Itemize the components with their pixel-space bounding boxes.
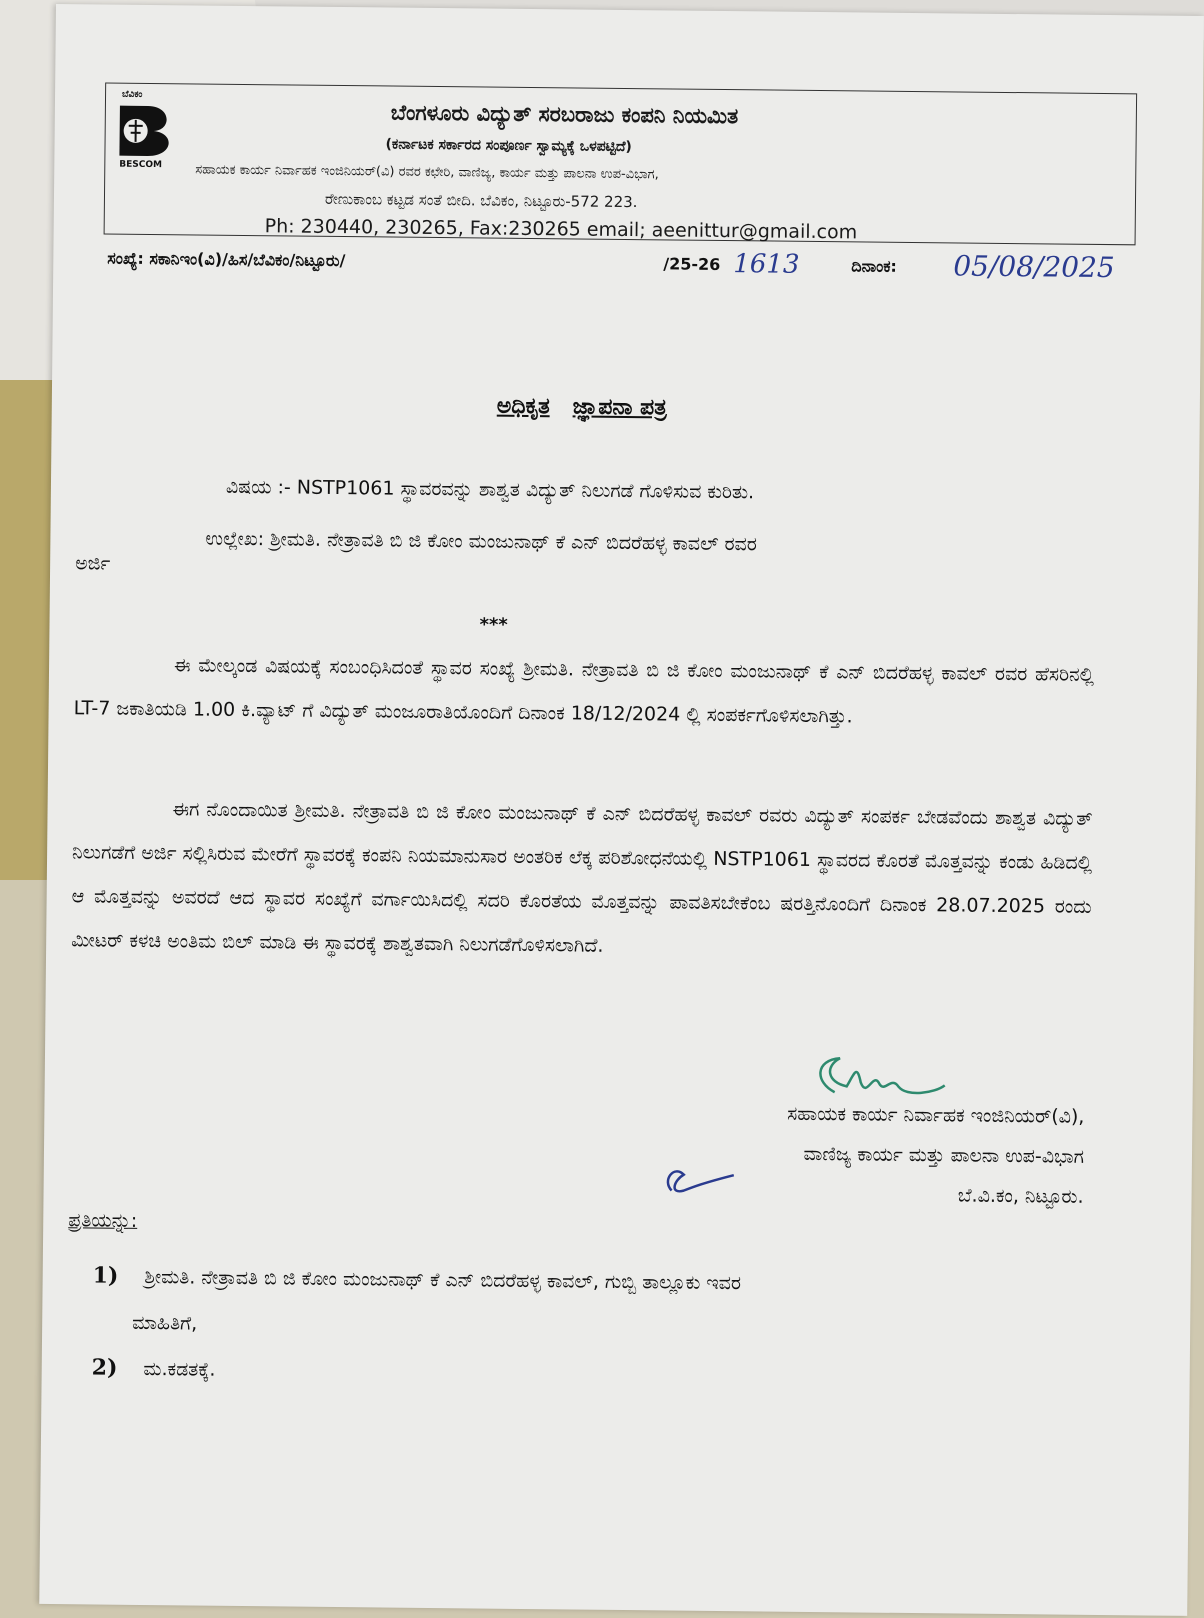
date-label: ದಿನಾಂಕ: xyxy=(851,256,897,276)
signature-designation: ಸಹಾಯಕ ಕಾರ್ಯ ನಿರ್ವಾಹಕ ಇಂಜಿನಿಯರ್(ವಿ), xyxy=(634,1092,1084,1137)
company-name: ಬೆಂಗಳೂರು ವಿದ್ಯುತ್ ಸರಬರಾಜು ಕಂಪನಿ ನಿಯಮಿತ xyxy=(106,98,1204,137)
copy-item xyxy=(92,1252,1053,1355)
copy-number: 2) xyxy=(92,1354,118,1380)
letterhead xyxy=(104,83,1138,246)
copy-item xyxy=(91,1344,1051,1401)
logo-wordmark: BESCOM xyxy=(119,160,193,171)
handwritten-date: 05/08/2025 xyxy=(953,249,1115,284)
copy-number: 1) xyxy=(93,1262,119,1288)
reference-row xyxy=(103,245,1143,296)
separator: *** xyxy=(479,614,507,635)
ownership-note: (ಕರ್ನಾಟಕ ಸರ್ಕಾರದ ಸಂಪೂರ್ಣ ಸ್ವಾಮ್ಯಕ್ಕೆ ಒಳಪಟ್ಟಿದೆ) xyxy=(105,134,1204,164)
contact-info: Ph: 230440, 230265, Fax:230265 email; aeenittur@gmail.com xyxy=(105,214,1204,248)
initials-scrawl xyxy=(654,1160,744,1201)
copy-text: ಶ್ರೀಮತಿ. ನೇತ್ರಾವತಿ ಬಿ ಜಿ ಕೋಂ ಮಂಜುನಾಥ್ ಕೆ ಎನ್ ಬಿದರೆಹಳ್ಳ ಕಾವಲ್, ಗುಬ್ಬಿ ತಾಲ್ಲೂಕು ಇವರ xyxy=(144,1266,741,1294)
reference-number: ಸಂಖ್ಯೆ: ಸಕಾನಿಇಂ(ವಿ)/ಹಿಸ/ಬೆವಿಕಂ/ನಿಟ್ಟೂರು/ xyxy=(107,249,345,271)
paragraph-1: ಈ ಮೇಲ್ಕಂಡ ವಿಷಯಕ್ಕೆ ಸಂಬಂಧಿಸಿದಂತೆ ಸ್ಥಾವರ ಸಂಖ್ಯೆ ಶ್ರೀಮತಿ. ನೇತ್ರಾವತಿ ಬಿ ಜಿ ಕೋಂ ಮಂಜುನಾಥ್ ಕೆ ಎನ್ ಬಿದರೆಹಳ್ಳ ಕಾವಲ್ ರವರ ಹೆಸರಿನಲ್ಲಿ LT-7 ಜಕಾತಿಯಡಿ 1.00 ಕಿ.ವ್ಯಾಟ್ ಗೆ ವಿದ್ಯುತ್ ಮಂಜೂರಾತಿಯೊಂದಿಗೆ ದಿನಾಂಕ 18/12/2024 ಲ್ಲಿ ಸಂಪರ್ಕಗೊಳಿಸಲಾಗಿತ್ತು. xyxy=(73,642,1094,741)
reference-line: ಉಲ್ಲೇಖ: ಶ್ರೀಮತಿ. ನೇತ್ರಾವತಿ ಬಿ ಜಿ ಕೋಂ ಮಂಜುನಾಥ್ ಕೆ ಎನ್ ಬಿದರೆಹಳ್ಳ ಕಾವಲ್ ರವರ xyxy=(205,528,757,556)
paragraph-2: ಈಗ ನೊಂದಾಯಿತ ಶ್ರೀಮತಿ. ನೇತ್ರಾವತಿ ಬಿ ಜಿ ಕೋಂ ಮಂಜುನಾಥ್ ಕೆ ಎನ್ ಬಿದರೆಹಳ್ಳ ಕಾವಲ್ ರವರು ವಿದ್ಯುತ್ ಸಂಪರ್ಕ ಬೇಡವೆಂದು ಶಾಶ್ವತ ವಿದ್ಯುತ್ ನಿಲುಗಡೆಗೆ ಅರ್ಜಿ ಸಲ್ಲಿಸಿರುವ ಮೇರೆಗೆ ಸ್ಥಾವರಕ್ಕೆ ಕಂಪನಿ ನಿಯಮಾನುಸಾರ ಅಂತರಿಕ ಲೆಕ್ಕ ಪರಿಶೋಧನೆಯಲ್ಲಿ NSTP1061 ಸ್ಥಾವರದ ಕೊರತೆ ಮೊತ್ತವನ್ನು ಕಂಡು ಹಿಡಿದಲ್ಲಿ ಆ ಮೊತ್ತವನ್ನು ಅವರದೆ ಆದ ಸ್ಥಾವರ ಸಂಖ್ಯೆಗೆ ವರ್ಗಾಯಿಸಿದಲ್ಲಿ ಸದರಿ ಕೊರತೆಯ ಮೊತ್ತವನ್ನು ಪಾವತಿಸಬೇಕೆಂಬ ಷರತ್ತಿನೊಂದಿಗೆ ದಿನಾಂಕ 28.07.2025 ರಂದು ಮೀಟರ್ ಕಳಚಿ ಅಂತಿಮ ಬಿಲ್ ಮಾಡಿ ಈ ಸ್ಥಾವರಕ್ಕೆ ಶಾಶ್ವತವಾಗಿ ನಿಲುಗಡೆಗೊಳಿಸಲಾಗಿದೆ. xyxy=(71,786,1093,973)
signature-office: ಬೆ.ವಿ.ಕಂ, ನಿಟ್ಟೂರು. xyxy=(633,1172,1083,1217)
reference-year: /25-26 xyxy=(663,254,720,274)
reference-line-continued: ಅರ್ಜಿ xyxy=(75,552,110,574)
copy-text-continued: ಮಾಹಿತಿಗೆ, xyxy=(92,1299,1052,1355)
document-title xyxy=(52,389,1112,425)
title-word-1: ಅಧಿಕೃತ xyxy=(497,394,550,420)
copy-text: ಮ.ಕಡತಕ್ಕೆ. xyxy=(143,1358,215,1381)
copies-heading: ಪ್ರತಿಯನ್ನು: xyxy=(68,1209,137,1232)
subject-line: ವಿಷಯ :- NSTP1061 ಸ್ಥಾವರವನ್ನು ಶಾಶ್ವತ ವಿದ್ಯುತ್ ನಿಲುಗಡೆ ಗೊಳಿಸುವ ಕುರಿತು. xyxy=(226,476,754,504)
office-address: ರೇಣುಕಾಂಬ ಕಟ್ಟಡ ಸಂತೆ ಬೀದಿ. ಬೆವಿಕಂ, ನಿಟ್ಟೂರು-572 223. xyxy=(105,188,1204,219)
title-word-2: ಜ್ಞಾಪನಾ ಪತ್ರ xyxy=(573,394,667,420)
letter-sheet xyxy=(39,4,1204,1616)
handwritten-number: 1613 xyxy=(733,249,799,280)
logo-top-text: ಬೆವಿಕಂ xyxy=(122,90,194,101)
office-name: ಸಹಾಯಕ ಕಾರ್ಯ ನಿರ್ವಾಹಕ ಇಂಜಿನಿಯರ್(ವಿ) ರವರ ಕಛೇರಿ, ವಾಣಿಜ್ಯ, ಕಾರ್ಯ ಮತ್ತು ಪಾಲನಾ ಉಪ-ವಿಭಾಗ, xyxy=(105,162,1204,189)
signature-division: ವಾಣಿಜ್ಯ ಕಾರ್ಯ ಮತ್ತು ಪಾಲನಾ ಉಪ-ವಿಭಾಗ xyxy=(634,1132,1084,1177)
